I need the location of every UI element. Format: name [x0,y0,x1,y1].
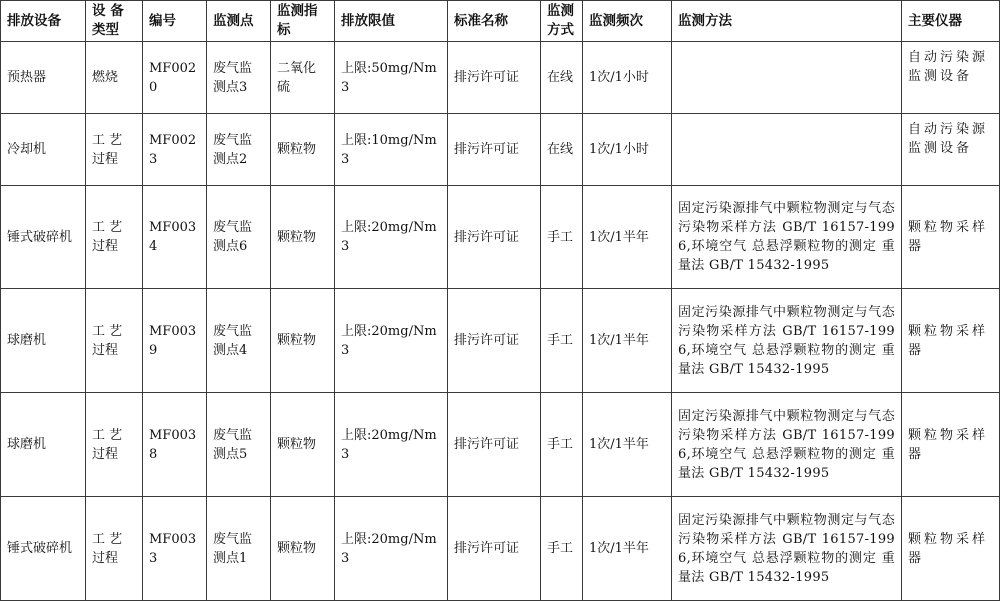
cell-mode: 手工 [541,289,583,393]
cell-frequency: 1次/1小时 [583,42,672,114]
cell-limit: 上限:20mg/Nm3 [335,289,448,393]
cell-mode: 在线 [541,42,583,114]
table-body [1,42,1000,601]
cell-instrument: 颗粒物采样器 [902,186,1000,289]
cell-method: 固定污染源排气中颗粒物测定与气态污染物采样方法 GB/T 16157-1996,环境空气 总悬浮颗粒物的测定 重量法 GB/T 15432-1995 [672,186,902,289]
header-device: 排放设备 [1,1,86,42]
cell-code: MF0034 [143,186,207,289]
cell-instrument: 自动污染源监测设备 [902,114,1000,186]
cell-type: 燃烧 [86,42,143,114]
header-point: 监测点 [207,1,271,42]
cell-standard: 排污许可证 [448,393,541,497]
table-row [1,393,1000,497]
cell-standard: 排污许可证 [448,186,541,289]
cell-code: MF0023 [143,114,207,186]
table-row [1,114,1000,186]
cell-indicator: 颗粒物 [271,393,335,497]
cell-code: MF0039 [143,289,207,393]
table-row [1,42,1000,114]
cell-point: 废气监测点6 [207,186,271,289]
cell-device: 冷却机 [1,114,86,186]
cell-limit: 上限:50mg/Nm3 [335,42,448,114]
header-standard: 标准名称 [448,1,541,42]
cell-standard: 排污许可证 [448,497,541,601]
cell-mode: 手工 [541,497,583,601]
table-header [1,1,1000,42]
cell-standard: 排污许可证 [448,42,541,114]
cell-device: 球磨机 [1,289,86,393]
cell-type: 工 艺 过程 [86,289,143,393]
cell-method [672,114,902,186]
cell-device: 球磨机 [1,393,86,497]
cell-point: 废气监测点1 [207,497,271,601]
header-mode: 监测方式 [541,1,583,42]
cell-type: 工 艺 过程 [86,393,143,497]
cell-standard: 排污许可证 [448,289,541,393]
header-frequency: 监测频次 [583,1,672,42]
cell-method: 固定污染源排气中颗粒物测定与气态污染物采样方法 GB/T 16157-1996,环境空气 总悬浮颗粒物的测定 重量法 GB/T 15432-1995 [672,497,902,601]
cell-method: 固定污染源排气中颗粒物测定与气态污染物采样方法 GB/T 16157-1996,环境空气 总悬浮颗粒物的测定 重量法 GB/T 15432-1995 [672,289,902,393]
table-row [1,289,1000,393]
cell-point: 废气监测点4 [207,289,271,393]
cell-instrument: 颗粒物采样器 [902,497,1000,601]
cell-instrument: 自动污染源监测设备 [902,42,1000,114]
cell-frequency: 1次/1小时 [583,114,672,186]
header-row [1,1,1000,42]
header-limit: 排放限值 [335,1,448,42]
cell-point: 废气监测点2 [207,114,271,186]
cell-code: MF0020 [143,42,207,114]
cell-type: 工 艺 过程 [86,497,143,601]
cell-limit: 上限:20mg/Nm3 [335,393,448,497]
cell-frequency: 1次/1半年 [583,289,672,393]
cell-instrument: 颗粒物采样器 [902,289,1000,393]
cell-limit: 上限:20mg/Nm3 [335,497,448,601]
cell-method [672,42,902,114]
header-code: 编号 [143,1,207,42]
header-method: 监测方法 [672,1,902,42]
cell-type: 工 艺 过程 [86,114,143,186]
cell-frequency: 1次/1半年 [583,497,672,601]
cell-point: 废气监测点3 [207,42,271,114]
cell-device: 预热器 [1,42,86,114]
cell-frequency: 1次/1半年 [583,393,672,497]
cell-mode: 手工 [541,393,583,497]
cell-method: 固定污染源排气中颗粒物测定与气态污染物采样方法 GB/T 16157-1996,环境空气 总悬浮颗粒物的测定 重量法 GB/T 15432-1995 [672,393,902,497]
cell-point: 废气监测点5 [207,393,271,497]
cell-device: 锤式破碎机 [1,497,86,601]
header-instrument: 主要仪器 [902,1,1000,42]
cell-mode: 在线 [541,114,583,186]
cell-indicator: 颗粒物 [271,186,335,289]
cell-indicator: 颗粒物 [271,497,335,601]
cell-frequency: 1次/1半年 [583,186,672,289]
cell-instrument: 颗粒物采样器 [902,393,1000,497]
table-row [1,186,1000,289]
cell-device: 锤式破碎机 [1,186,86,289]
cell-type: 工 艺 过程 [86,186,143,289]
cell-code: MF0033 [143,497,207,601]
header-type: 设 备 类型 [86,1,143,42]
cell-indicator: 颗粒物 [271,289,335,393]
header-indicator: 监测指标 [271,1,335,42]
cell-limit: 上限:20mg/Nm3 [335,186,448,289]
cell-limit: 上限:10mg/Nm3 [335,114,448,186]
cell-indicator: 二氧化硫 [271,42,335,114]
table-row [1,497,1000,601]
cell-standard: 排污许可证 [448,114,541,186]
cell-indicator: 颗粒物 [271,114,335,186]
cell-mode: 手工 [541,186,583,289]
cell-code: MF0038 [143,393,207,497]
